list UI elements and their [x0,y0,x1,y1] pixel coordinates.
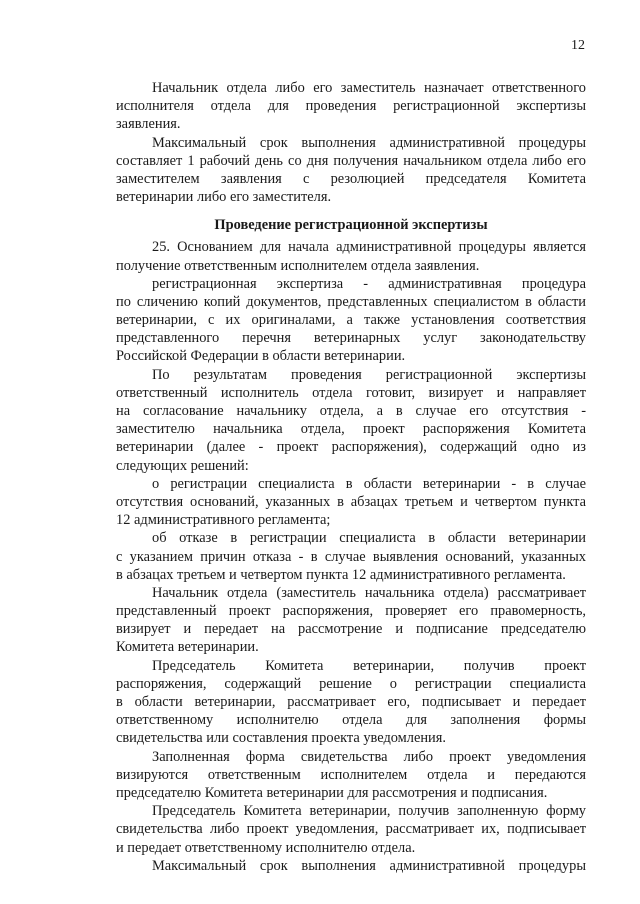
text-line: председателю Комитета ветеринарии для рассмотрения и подписания. [116,784,548,801]
text-line: на согласование начальнику отдела, а в случае его отсутствия - [116,403,586,419]
text-line: об отказе в регистрации специалиста в области ветеринарии [152,530,586,547]
text-line: Заполненная форма свидетельства либо проект уведомления [152,748,586,765]
text-line: распоряжения, содержащий решение о регистрации специалиста [116,675,586,692]
text-line: Председатель Комитета ветеринарии, получив заполненную форму [152,803,586,820]
text-line: и передает ответственному исполнителю отдела. [116,839,416,856]
text-line: 25. Основанием для начала административной процедуры является [152,239,586,256]
text-line: заявления. [116,116,181,133]
text-line: ветеринарии, с их оригиналами, а также установления соответствия [116,312,586,329]
paragraph-2 [116,134,586,207]
text-line: Комитета ветеринарии. [116,639,259,656]
text-line: визирует и передает на рассмотрение и подписание председателю [116,621,586,638]
document-body [116,79,586,875]
text-line: заместителем заявления с резолюцией председателя Комитета [116,170,586,187]
paragraph-11 [116,802,586,857]
paragraph-6 [116,475,586,530]
text-line: представленного перечня ветеринарных услуг законодательству [116,330,586,347]
text-line: ответственному исполнителю отдела для заполнения формы [116,712,586,729]
text-line: По результатам проведения регистрационной экспертизы [152,366,586,383]
text-line: в абзацах третьем и четвертом пункта 12 административного регламента. [116,566,566,583]
text-line: с указанием причин отказа - в случае выявления оснований, указанных [116,548,586,565]
text-line: по сличению копий документов, представленных специалистом в области [116,293,586,310]
paragraph-9 [116,657,586,748]
text-line: о регистрации специалиста в области ветеринарии - в случае [152,475,586,492]
text-line: Максимальный срок выполнения административной процедуры [152,857,586,874]
text-line: получение ответственным исполнителем отдела заявления. [116,257,480,274]
text-line: регистрационная экспертиза - административная процедура [152,275,586,292]
text-line: ветеринарии (далее - проект распоряжения), содержащий одно из [116,439,586,456]
text-line: заместителю начальника отдела, проект распоряжения Комитета [116,421,586,438]
text-line: Председатель Комитета ветеринарии, получив проект [152,657,586,674]
text-line: ответственный исполнитель отдела готовит, визирует и направляет [116,384,586,401]
text-line: свидетельства либо проект уведомления, рассматривает их, подписывает [116,821,586,838]
text-line: составляет 1 рабочий день со дня получения начальником отдела либо его [116,152,586,169]
text-line: Российской Федерации в области ветеринарии. [116,348,406,365]
text-line: ветеринарии либо его заместителя. [116,189,332,206]
text-line: в области ветеринарии, рассматривает его, подписывает и передает [116,694,586,710]
text-line: визируются ответственным исполнителем отдела и передаются [116,766,586,783]
text-line: исполнителя отдела для проведения регистрационной экспертизы [116,98,586,115]
text-line: Максимальный срок выполнения административной процедуры [152,134,586,151]
paragraph-4 [116,275,586,366]
paragraph-8 [116,584,586,657]
paragraph-7 [116,529,586,584]
paragraph-1 [116,79,586,134]
paragraph-5 [116,366,586,475]
text-line: Начальник отдела либо его заместитель назначает ответственного [152,80,586,96]
text-line: представленный проект распоряжения, проверяет его правомерность, [116,603,586,620]
section-heading: Проведение регистрационной экспертизы [214,217,488,234]
paragraph-12 [116,857,586,875]
text-line: 12 административного регламента; [116,512,331,529]
text-line: Начальник отдела (заместитель начальника отдела) рассматривает [152,584,586,601]
paragraph-10 [116,748,586,803]
paragraph-3 [116,238,586,274]
text-line: следующих решений: [116,457,249,474]
page-number: 12 [571,38,585,53]
text-line: отсутствия оснований, указанных в абзацах третьем и четвертом пункта [116,493,586,510]
text-line: свидетельства или составления проекта уведомления. [116,730,446,747]
